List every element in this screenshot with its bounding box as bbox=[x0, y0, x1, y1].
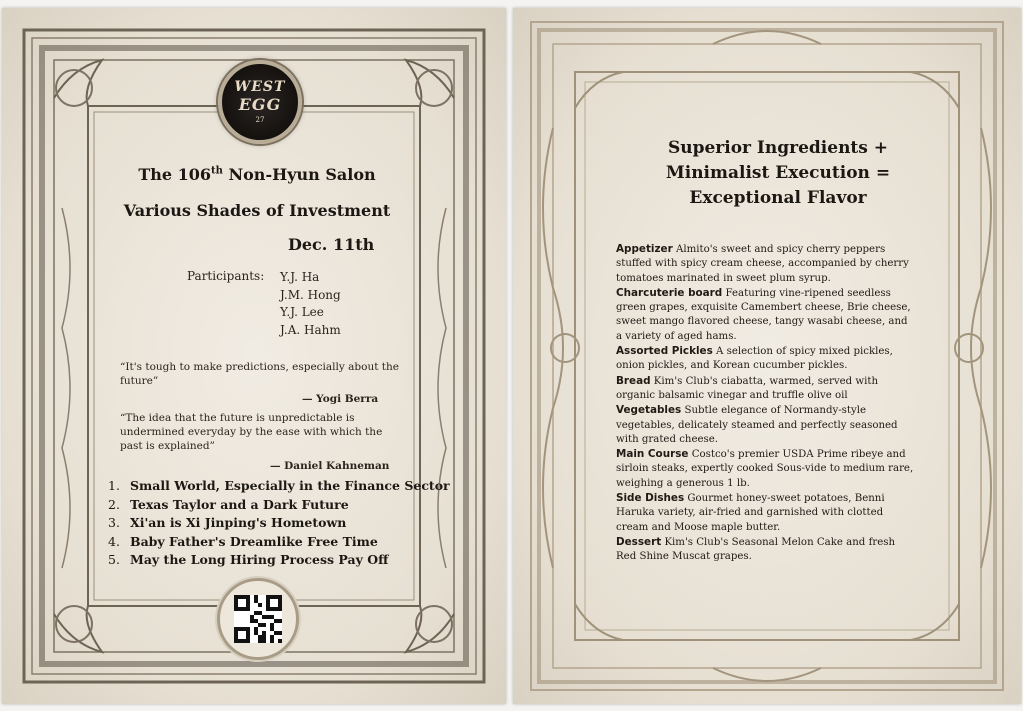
dinner-menu-card bbox=[513, 8, 1021, 704]
menu-item bbox=[616, 242, 916, 286]
quote-author: — Daniel Kahneman bbox=[270, 460, 390, 472]
participant: Y.J. Lee bbox=[280, 305, 324, 319]
salon-invitation-card bbox=[2, 8, 506, 704]
course-description: Almito's sweet and spicy cherry peppers stuffed with spicy cream cheese, accompanied by cherry tomatoes marinated in sweet plum syrup. bbox=[616, 244, 909, 284]
course-description: Kim's Club's ciabatta, warmed, served with organic balsamic vinegar and truffle olive oil bbox=[616, 375, 879, 401]
topic-item: 2. Texas Taylor and a Dark Future bbox=[108, 496, 349, 512]
menu-item bbox=[616, 403, 916, 447]
course-name: Vegetables bbox=[616, 404, 682, 417]
menu-item bbox=[616, 491, 916, 535]
salon-subtitle: Various Shades of Investment bbox=[123, 201, 391, 220]
topics-list bbox=[108, 478, 450, 571]
salon-title: The 106th Non-Hyun Salon bbox=[138, 165, 376, 184]
course-description: Costco's premier USDA Prime ribeye and sirloin steaks, expertly cooked Sous-vide to medium rare, weighing a generous 1 lb. bbox=[616, 449, 914, 489]
quote-author: — Yogi Berra bbox=[302, 393, 379, 405]
course-description: Featuring vine-ripened seedless green grapes, exquisite Camembert cheese, Brie cheese, sweet mango flavored cheese, tangy wasabi cheese, and a variety of aged hams. bbox=[616, 287, 911, 342]
menu-item bbox=[616, 535, 916, 565]
participants-list bbox=[280, 269, 341, 339]
course-description: Kim's Club's Seasonal Melon Cake and fresh Red Shine Muscat grapes. bbox=[616, 536, 896, 563]
qr-code-icon bbox=[234, 595, 282, 643]
course-name: Appetizer bbox=[616, 243, 673, 255]
course-name: Bread bbox=[616, 374, 651, 387]
quote-text: “It's tough to make predictions, especially about the future” bbox=[120, 361, 399, 387]
menu-item bbox=[616, 286, 916, 344]
qr-code-badge[interactable] bbox=[217, 578, 299, 660]
course-name: Side Dishes bbox=[616, 492, 685, 505]
participant: J.M. Hong bbox=[280, 287, 341, 302]
course-name: Charcuterie board bbox=[616, 286, 723, 299]
participant: J.A. Hahm bbox=[280, 322, 341, 337]
quote-text: “The idea that the future is unpredictable is undermined everyday by the ease with which the past is explained” bbox=[120, 412, 383, 452]
menu-item bbox=[616, 447, 916, 491]
salon-date: Dec. 11th bbox=[288, 235, 375, 254]
topic-item: 1. Small World, Especially in the Finance Sector bbox=[108, 478, 450, 493]
topic-item: 3. Xi'an is Xi Jinping's Hometown bbox=[108, 515, 347, 530]
west-egg-logo: WEST EGG 27 bbox=[218, 60, 302, 144]
menu-item bbox=[616, 374, 916, 404]
participant: Y.J. Ha bbox=[280, 270, 320, 284]
course-description: Gourmet honey-sweet potatoes, Benni Haruka variety, air-fried and garnished with clotted cream and Moose maple butter. bbox=[616, 493, 885, 533]
topic-item: 4. Baby Father's Dreamlike Free Time bbox=[108, 533, 378, 549]
topic-item: 5. May the Long Hiring Process Pay Off bbox=[108, 552, 389, 567]
participants-label: Participants: bbox=[187, 269, 265, 283]
course-name: Dessert bbox=[616, 535, 662, 548]
menu-headline: Superior Ingredients + Minimalist Execution = Exceptional Flavor bbox=[665, 138, 891, 208]
menu-item bbox=[616, 344, 916, 374]
menu-courses bbox=[616, 242, 916, 565]
course-description: A selection of spicy mixed pickles, onion pickles, and Korean cucumber pickles. bbox=[616, 346, 893, 372]
course-description: Subtle elegance of Normandy-style vegetables, delicately steamed and perfectly seasoned with grated cheese. bbox=[616, 405, 898, 445]
course-name: Assorted Pickles bbox=[616, 345, 713, 358]
course-name: Main Course bbox=[616, 448, 689, 461]
